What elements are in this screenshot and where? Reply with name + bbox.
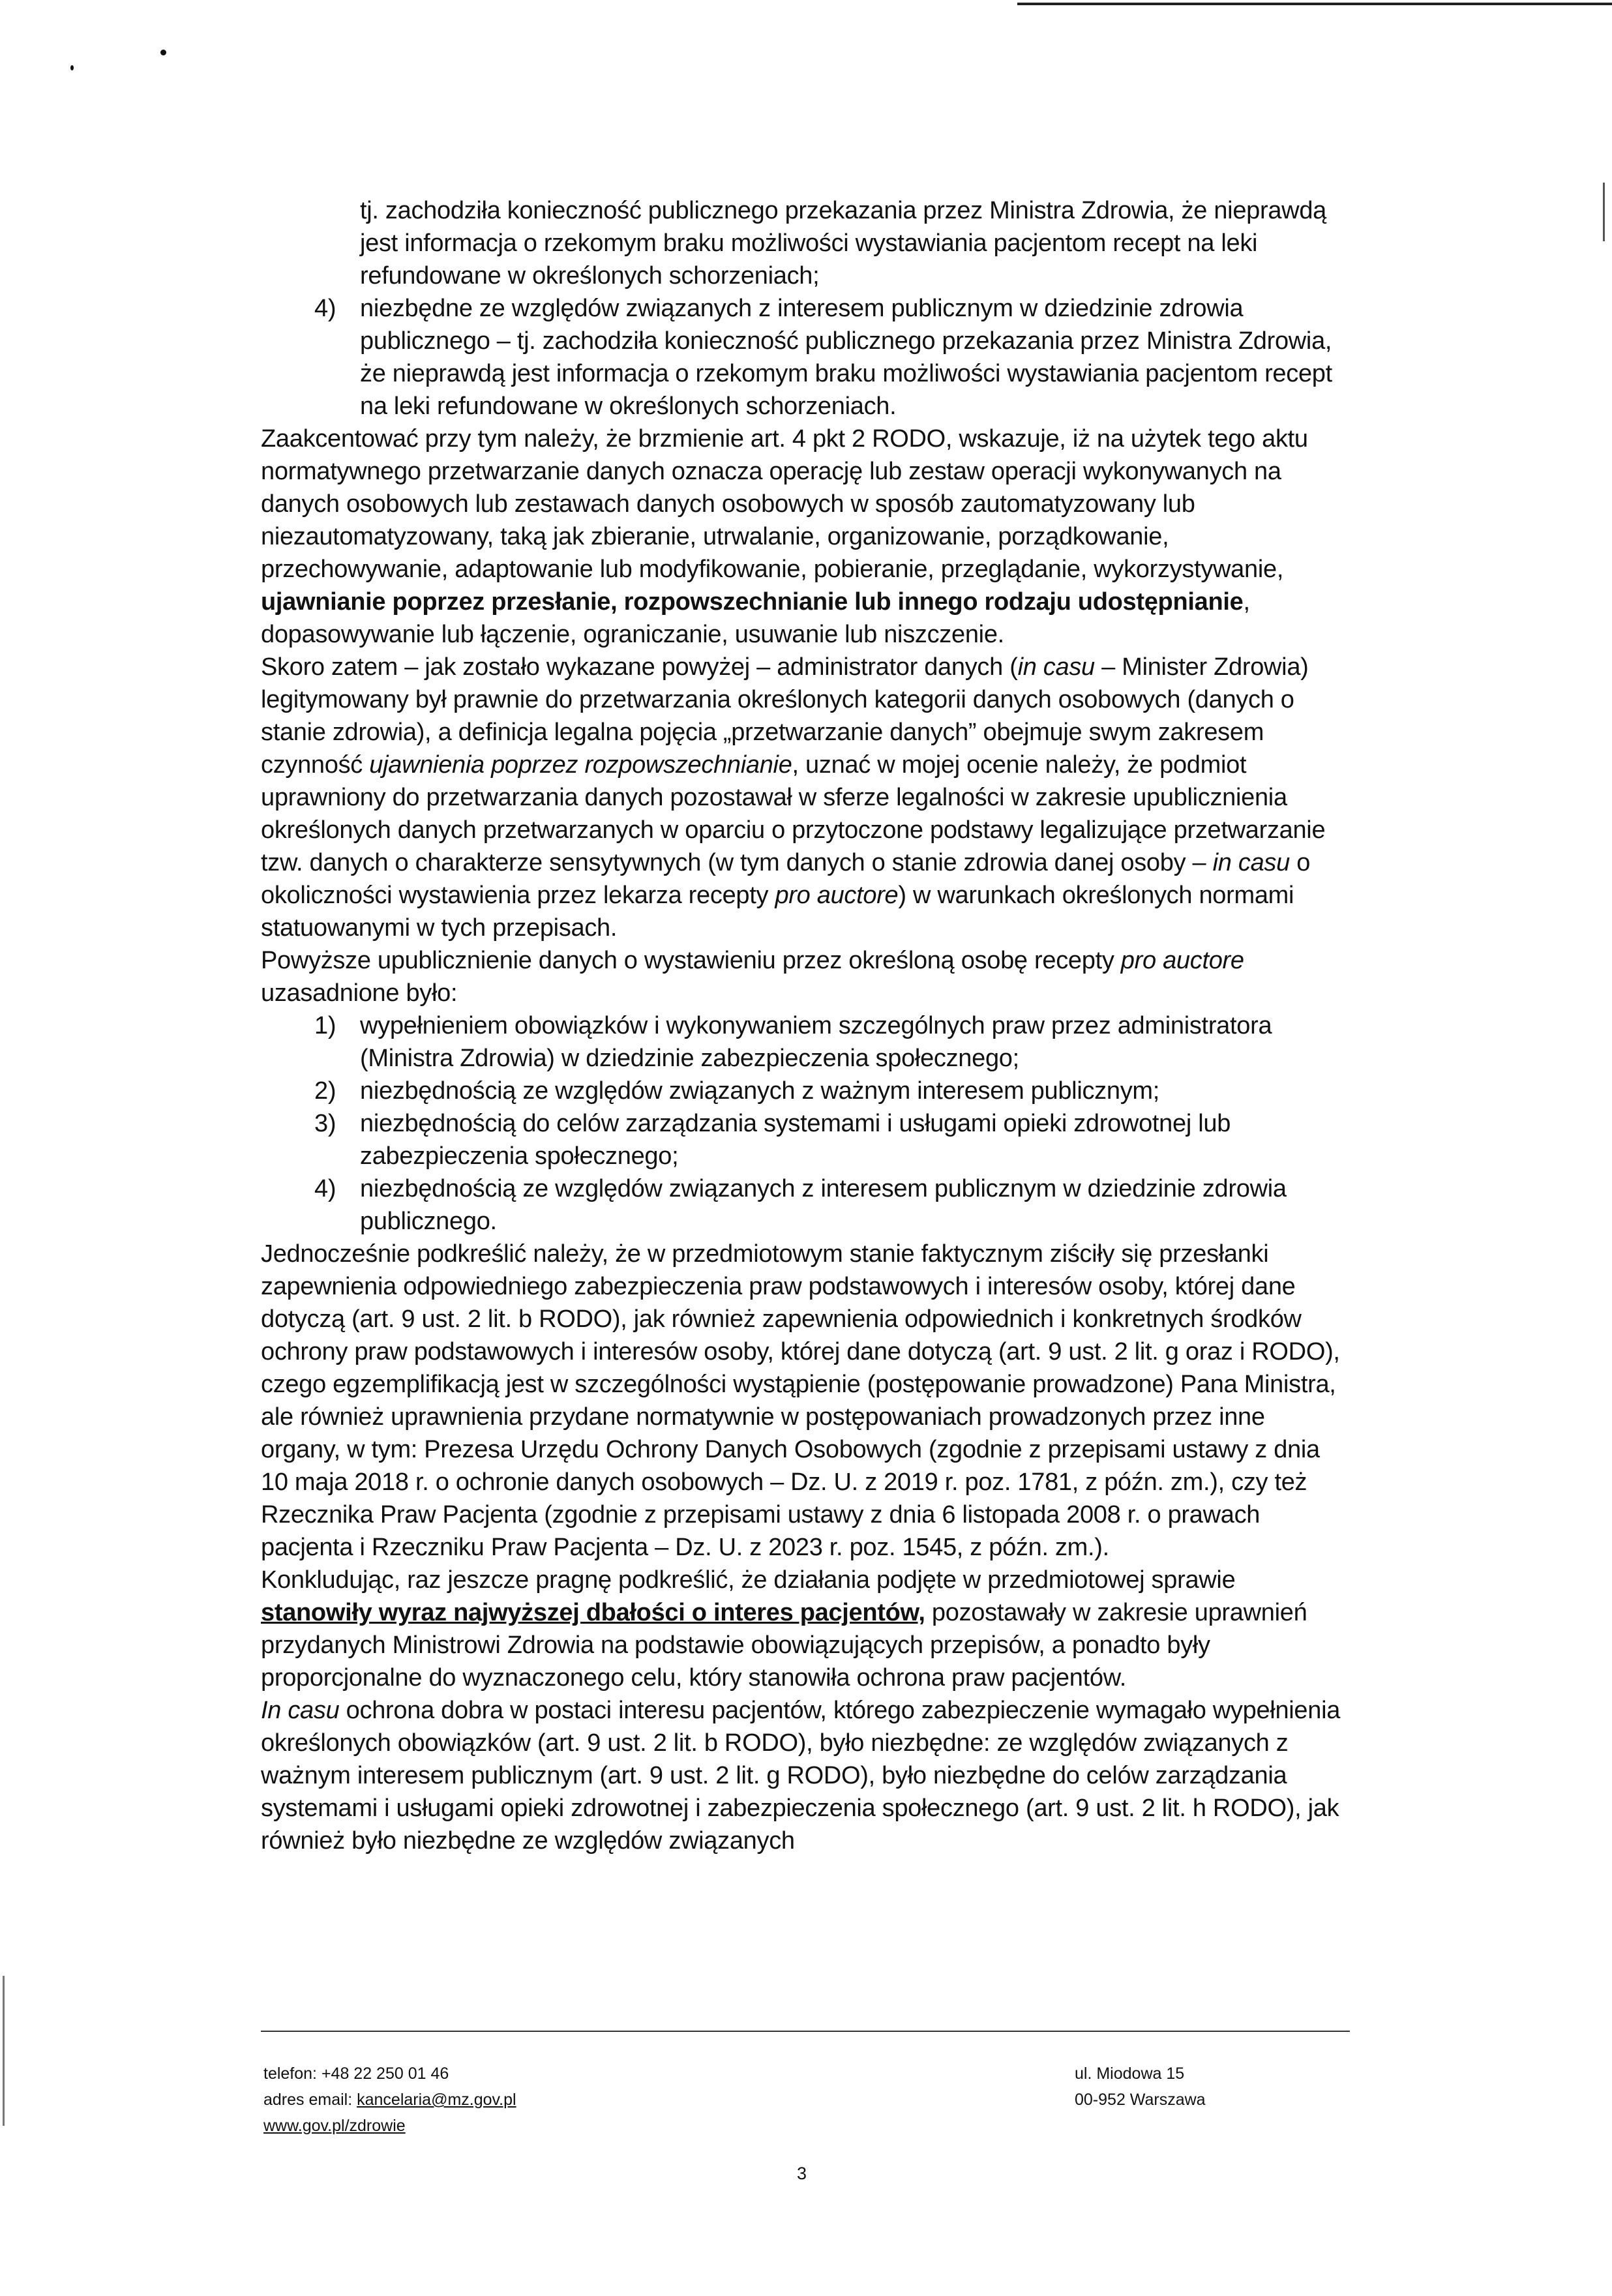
text-run: pozostawały w zakresie uprawnień przydanych Ministrowi Zdrowia na podstawie obowiązujących przepisów, a ponadto były proporcjonalne do wyznaczonego celu, który stanowiła ochrona praw pacjentów. bbox=[261, 1599, 1307, 1692]
footer-contact bbox=[263, 2061, 516, 2139]
text-run: ochrona dobra w postaci interesu pacjentów, którego zabezpieczenie wymagało wypełnienia określonych obowiązków (art. 9 ust. 2 lit. b RODO), było niezbędne: ze względów związanych z ważnym interesem publicznym (art. 9 ust. 2 lit. g RODO), było niezbędne do celów zarządzania systemami i usługami opieki zdrowotnej i zabezpieczenia społecznego (art. 9 ust. 2 lit. h RODO), jak również było niezbędne ze względów związanych bbox=[261, 1697, 1341, 1855]
italic-text: ujawnienia poprzez rozpowszechnianie bbox=[369, 751, 792, 779]
scan-edge-mark bbox=[1603, 183, 1605, 241]
paragraph-justification-intro bbox=[261, 944, 1350, 1009]
list-item bbox=[261, 292, 1350, 423]
footer-phone: telefon: +48 22 250 01 46 bbox=[263, 2065, 449, 2083]
bold-text: ujawnianie poprzez przesłanie, rozpowszechnianie lub innego rodzaju udostępnianie bbox=[261, 588, 1244, 616]
italic-text: pro auctore bbox=[1120, 947, 1244, 974]
text-run: Skoro zatem – jak zostało wykazane powyżej – administrator danych ( bbox=[261, 653, 1018, 681]
text-run: uzasadnione było: bbox=[261, 979, 458, 1007]
underlined-bold-text: stanowiły wyraz najwyższej dbałości o interes pacjentów, bbox=[261, 1599, 925, 1626]
list-item-text: niezbędne ze względów związanych z interesem publicznym w dziedzinie zdrowia publicznego – tj. zachodziła konieczność publicznego przekazania przez Ministra Zdrowia, że nieprawdą jest informacja o rzekomym braku możliwości wystawiania pacjentom recept na leki refundowane w określonych schorzeniach. bbox=[360, 295, 1332, 420]
scan-top-line bbox=[1017, 3, 1612, 5]
list-item bbox=[261, 1009, 1350, 1075]
text-run: , uznać w mojej ocenie należy, że podmiot uprawniony do przetwarzania danych pozostawał w sferze legalności w zakresie upublicznienia określonych danych przetwarzanych w oparciu o przytoczone podstawy legalizujące przetwarzanie tzw. danych o charakterze sensytywnych (w tym danych o stanie zdrowia danej osoby – bbox=[261, 751, 1326, 876]
list-item-number: 1) bbox=[314, 1012, 336, 1039]
paragraph-conclusion bbox=[261, 1564, 1350, 1694]
list-item-text: niezbędnością do celów zarządzania systemami i usługami opieki zdrowotnej lub zabezpieczenia społecznego; bbox=[360, 1110, 1231, 1170]
paragraph-processing-definition bbox=[261, 423, 1350, 651]
text-run: Konkludując, raz jeszcze pragnę podkreślić, że działania podjęte w przedmiotowej sprawie bbox=[261, 1566, 1236, 1594]
footer-address bbox=[1075, 2061, 1206, 2113]
list-item-number: 2) bbox=[314, 1077, 336, 1105]
italic-text: pro auctore bbox=[775, 882, 899, 909]
scan-speck bbox=[70, 65, 74, 70]
text-run: Zaakcentować przy tym należy, że brzmienie art. 4 pkt 2 RODO, wskazuje, iż na użytek tego aktu normatywnego przetwarzanie danych oznacza operację lub zestaw operacji wykonywanych na danych osobowych lub zestawach danych osobowych w sposób zautomatyzowany lub niezautomatyzowany, taką jak zbieranie, utrwalanie, organizowanie, porządkowanie, przechowywanie, adaptowanie lub modyfikowanie, pobieranie, przeglądanie, wykorzystywanie, bbox=[261, 425, 1308, 583]
list-item bbox=[261, 1107, 1350, 1172]
text-run: ) w warunkach określonych normami statuowanymi w tych przepisach. bbox=[261, 882, 1294, 942]
list-item-text: niezbędnością ze względów związanych z ważnym interesem publicznym; bbox=[360, 1077, 1160, 1105]
footer-email-line bbox=[263, 2087, 516, 2113]
list-item-text: niezbędnością ze względów związanych z interesem publicznym w dziedzinie zdrowia publicznego. bbox=[360, 1175, 1287, 1235]
letter-body bbox=[261, 194, 1350, 1857]
list-item-text: wypełnieniem obowiązków i wykonywaniem szczególnych praw przez administratora (Ministra Zdrowia) w dziedzinie zabezpieczenia społecznego; bbox=[360, 1012, 1272, 1072]
italic-text: in casu bbox=[1212, 849, 1290, 876]
list-item bbox=[261, 1075, 1350, 1107]
footer-city: 00-952 Warszawa bbox=[1075, 2091, 1206, 2109]
scan-speck bbox=[160, 50, 166, 55]
text-run: , dopasowywanie lub łączenie, ograniczanie, usuwanie lub niszczenie. bbox=[261, 588, 1250, 648]
text-run: Powyższe upublicznienie danych o wystawieniu przez określoną osobę recepty bbox=[261, 947, 1121, 974]
footer-street: ul. Miodowa 15 bbox=[1075, 2065, 1185, 2083]
footer-email-label: adres email: bbox=[263, 2091, 357, 2109]
italic-text: In casu bbox=[261, 1697, 340, 1724]
footer-divider bbox=[261, 2031, 1350, 2032]
list-item bbox=[261, 1172, 1350, 1238]
list-item-number: 4) bbox=[314, 295, 336, 322]
list-item-number: 3) bbox=[314, 1110, 336, 1137]
footer-website-link[interactable]: www.gov.pl/zdrowie bbox=[263, 2117, 406, 2135]
paragraph-in-casu bbox=[261, 1694, 1350, 1857]
italic-text: in casu bbox=[1017, 653, 1095, 681]
paragraph-safeguards: Jednocześnie podkreślić należy, że w przedmiotowym stanie faktycznym ziściły się przesłanki zapewnienia odpowiedniego zabezpieczenia praw podstawowych i interesów osoby, której dane dotyczą (art. 9 ust. 2 lit. b RODO), jak również zapewnienia odpowiednich i konkretnych środków ochrony praw podstawowych i interesów osoby, której dane dotyczą (art. 9 ust. 2 lit. g oraz i RODO), czego egzemplifikacją jest w szczególności wystąpienie (postępowanie prowadzone) Pana Ministra, ale również uprawnienia przydane normatywnie w postępowaniach prowadzonych przez inne organy, w tym: Prezesa Urzędu Ochrony Danych Osobowych (zgodnie z przepisami ustawy z dnia 10 maja 2018 r. o ochronie danych osobowych – Dz. U. z 2019 r. poz. 1781, z późn. zm.), czy też Rzecznika Praw Pacjenta (zgodnie z przepisami ustawy z dnia 6 listopada 2008 r. o prawach pacjenta i Rzeczniku Praw Pacjenta – Dz. U. z 2023 r. poz. 1545, z późn. zm.). bbox=[261, 1240, 1340, 1561]
scan-edge-mark bbox=[3, 1976, 5, 2126]
page-number: 3 bbox=[797, 2164, 807, 2183]
text-run: o okoliczności wystawienia przez lekarza recepty bbox=[261, 849, 1311, 909]
footer-email-link[interactable]: kancelaria@mz.gov.pl bbox=[357, 2091, 516, 2109]
continuation-text: tj. zachodziła konieczność publicznego przekazania przez Ministra Zdrowia, że nieprawdą jest informacja o rzekomym braku możliwości wystawiania pacjentom recept na leki refundowane w określonych schorzeniach; bbox=[360, 197, 1326, 290]
list-item-number: 4) bbox=[314, 1175, 336, 1202]
paragraph-administrator bbox=[261, 651, 1350, 944]
text-run: – Minister Zdrowia) legitymowany był prawnie do przetwarzania określonych kategorii danych osobowych (danych o stanie zdrowia), a definicja legalna pojęcia „przetwarzanie danych” obejmuje swym zakresem czynność bbox=[261, 653, 1309, 779]
